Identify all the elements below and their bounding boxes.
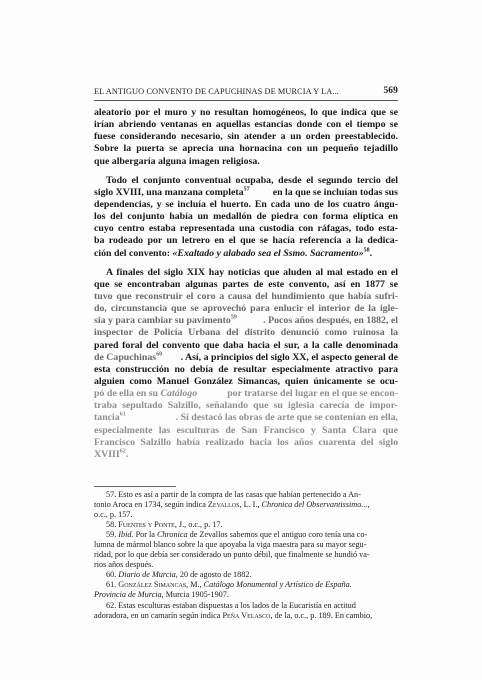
text-line: irían abriendo ventanas en aquellas estancias donde con el tiempo se [94, 119, 398, 131]
text-line [94, 187, 398, 199]
footnote-line: adoradora, en un camarín según indica Peña Velasco, de la, o.c., p. 189. En cambio, [94, 610, 373, 620]
page-header [94, 86, 398, 100]
footnote-ref: 61 [119, 412, 126, 419]
work-title: Chronica del Observantissimo... [261, 500, 368, 510]
footnotes [94, 490, 398, 621]
text-line: ción del convento: «Exaltado y alabado sea el Ssmo. Sacramento»$^{58}$. [94, 247, 373, 259]
text-line: esta construcción no debía de resultar especialmente atractivo para [94, 363, 398, 375]
text-line: aleatorio por el muro y no resultan homogéneos, lo que indica que se [94, 107, 398, 118]
running-title: EL ANTIGUO CONVENTO DE CAPUCHINAS DE MURCIA Y LA... [94, 87, 339, 96]
text-span: por tratarse del lugar en el que se encon- [227, 388, 398, 400]
text-span: XVIII [94, 448, 120, 460]
footnote-line: lumna de mármol blanco sobre la que apoyaba la viga maestra para su mayor segu- [94, 540, 367, 550]
quoted-dedication: «Exaltado y alabado sea el Ssmo. Sacramento» [172, 247, 364, 259]
footnote-ref: 59 [230, 314, 237, 321]
text-line: los del conjunto había un medallón de piedra con forma elíptica en [94, 211, 398, 223]
footnote-ref: 57 [243, 186, 250, 193]
text-line: do, circunstancia que se aprovechó para enlucir el interior de la igle- [94, 303, 398, 315]
text-line: alguien como Manuel González Simancas, quien únicamente se ocu- [94, 375, 398, 387]
body-text [94, 107, 398, 461]
page-number: 569 [383, 86, 398, 96]
catalog-title: Catálogo [160, 388, 198, 400]
text-span: . Sí destacó las obras de arte que se contenían en ella, [175, 412, 398, 424]
footnote-ref: 60 [156, 351, 163, 358]
text-span: sia y para cambiar su pavimento [94, 315, 231, 327]
footnote-ref: 58 [363, 247, 370, 254]
paragraph-2 [94, 175, 398, 260]
footnote-line: 60. Diario de Murcia, 20 de agosto de 1882. [106, 570, 252, 580]
text-line: dependencias, y se incluía el huerto. En cada uno de los cuatro ángu- [94, 198, 398, 210]
text-line [94, 412, 398, 424]
footnote-59 [94, 530, 398, 570]
author-name: Fuentes y Ponte [118, 520, 175, 530]
text-line: inspector de Policía Urbana del distrito denunció como ruinosa la [94, 327, 398, 339]
text-line: ba rodeado por un letrero en el que se hacía referencia a la dedica- [94, 235, 398, 247]
footnote-line: 62. Estas esculturas estaban dispuestas a los lados de la Eucaristía en actitud [106, 600, 356, 610]
text-line [94, 388, 398, 400]
text-span: pó de ella en su [94, 388, 161, 400]
text-line: tuvo que reconstruir el coro a causa del hundimiento que había sufri- [94, 290, 398, 302]
text-line: cuyo centro estaba representada una custodia con ráfagas, todo esta- [94, 223, 398, 235]
text-line: Sobre la puerta se aprecia una hornacina con un pequeño tejadillo [94, 143, 398, 155]
text-span: en la que se incluían todas sus [272, 186, 398, 198]
footnote-line: 61. González Simancas, M., Catálogo Monumental y Artístico de España. [106, 580, 352, 590]
work-title: Chronica [156, 530, 188, 540]
text-line: XVIII$^{62}$. [94, 448, 129, 460]
text-line [94, 315, 398, 327]
text-line: Francisco Salzillo había realizado hacia los años cuarenta del siglo [94, 436, 398, 448]
footnote-ref: 62 [119, 448, 126, 455]
newspaper-title: Diario de Murcia [118, 570, 176, 580]
author-name: Peña Velasco [222, 610, 271, 620]
footnote-rule [94, 486, 176, 487]
text-line [94, 352, 398, 364]
text-line: A finales del siglo XIX hay noticias que aluden al mal estado en el [106, 266, 398, 278]
footnote-62 [94, 601, 398, 621]
author-name: Zevallos [207, 500, 240, 510]
footnote-line: 59. Ibid. Por la Chronica de Zevallos sabemos que el antiguo coro tenía una co- [106, 530, 368, 540]
footnote-line: tonio Aroca en 1734, según indica Zevallos, L. I., Chronica del Observantissimo..., [94, 500, 370, 510]
footnote-line: 58. Fuentes y Ponte, J., o.c., p. 17. [106, 520, 223, 530]
text-line: que se encontraban algunas partes de este convento, así en 1877 se [94, 278, 398, 290]
footnote-line: Provincia de Murcia, Murcia 1905-1907. [94, 590, 229, 600]
footnote-57 [94, 490, 398, 520]
work-subtitle: Provincia de Murcia [94, 590, 162, 600]
footnote-61 [94, 580, 398, 600]
footnote-line: o.c., p. 157. [94, 510, 133, 520]
text-span: tancia [94, 412, 120, 424]
text-line: pared foral del convento que daba hacia el sur, a la calle denominada [94, 339, 398, 351]
text-line: Todo el conjunto conventual ocupaba, desde el segundo tercio del [106, 174, 398, 186]
text-line: que albergaría alguna imagen religiosa. [94, 155, 260, 167]
text-line: fuese considerando necesario, sin atender a un orden preestablecido. [94, 131, 398, 143]
footnote-line: ridad, por lo que debía ser considerado un punto débil, que finalmente se hundió va- [94, 550, 370, 560]
text-line: especialmente las esculturas de San Francisco y Santa Clara que [94, 424, 398, 436]
paragraph-1 [94, 107, 398, 168]
footnote-line: rios años después. [94, 560, 154, 570]
text-span: . Así, a principios del siglo XX, el aspecto general de [180, 351, 398, 363]
footnote-line: 57. Esto es así a partir de la compra de las casas que habían pertenecido a An- [106, 490, 361, 499]
footnote-58 [94, 520, 398, 530]
text-line: traba sepultado Salzillo, señalando que su iglesia carecía de impor- [94, 400, 398, 412]
work-title: Catálogo Monumental y Artístico de España. [203, 580, 352, 590]
text-span: ción del convento: [94, 247, 173, 259]
author-name: González Simancas [118, 580, 187, 590]
text-span: de Capuchinas [94, 351, 157, 363]
text-span: . Pocos años después, en 1882, el [263, 315, 398, 327]
paragraph-3 [94, 267, 398, 461]
header-rule [94, 100, 398, 101]
text-span: siglo XVIII, una manzana completa [94, 186, 244, 198]
footnote-60 [94, 570, 398, 580]
